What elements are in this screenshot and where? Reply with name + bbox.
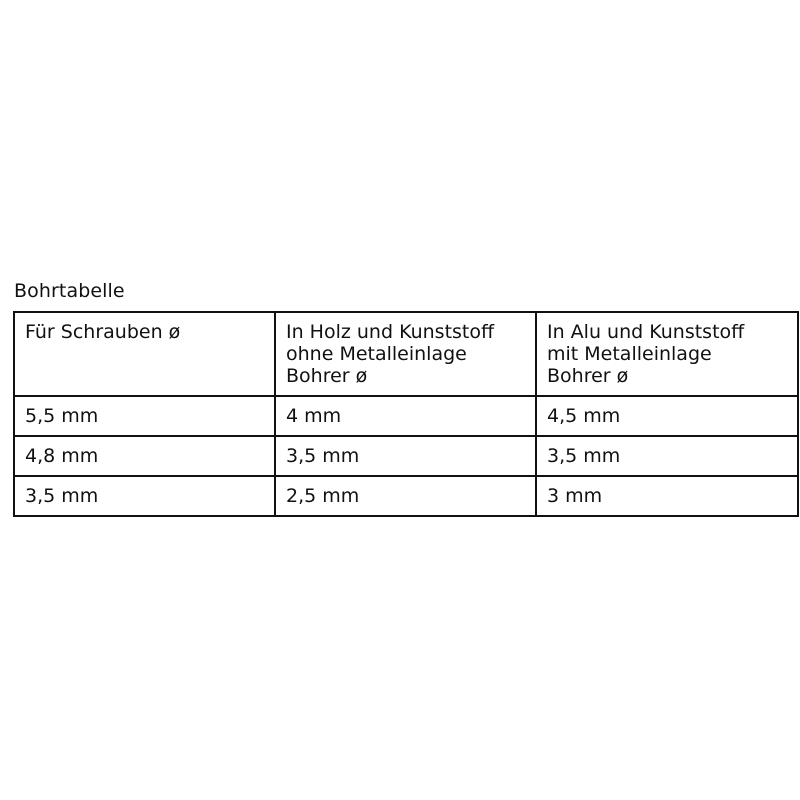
table-cell: 3,5 mm — [275, 436, 536, 476]
table-cell: 2,5 mm — [275, 476, 536, 516]
table-caption: Bohrtabelle — [14, 280, 125, 302]
header-line: In Alu und Kunststoff — [547, 321, 745, 343]
header-line: In Holz und Kunststoff — [286, 321, 495, 343]
table-cell: 4 mm — [275, 396, 536, 436]
header-cell-wood-plastic — [275, 312, 536, 396]
table-cell: 3,5 mm — [14, 476, 275, 516]
table-row — [14, 396, 798, 436]
header-line: ohne Metalleinlage — [286, 343, 467, 365]
table-cell: 4,5 mm — [536, 396, 798, 436]
table-header-row — [14, 312, 798, 396]
table-row — [14, 476, 798, 516]
table-cell: 4,8 mm — [14, 436, 275, 476]
header-line: Bohrer ø — [286, 365, 368, 387]
table-cell: 3 mm — [536, 476, 798, 516]
header-line: mit Metalleinlage — [547, 343, 712, 365]
header-line: Für Schrauben ø — [25, 321, 181, 343]
drill-table — [13, 311, 799, 517]
table-cell: 5,5 mm — [14, 396, 275, 436]
header-cell-alu-plastic — [536, 312, 798, 396]
table-cell: 3,5 mm — [536, 436, 798, 476]
header-cell-screw-diameter — [14, 312, 275, 396]
table-row — [14, 436, 798, 476]
header-line: Bohrer ø — [547, 365, 629, 387]
